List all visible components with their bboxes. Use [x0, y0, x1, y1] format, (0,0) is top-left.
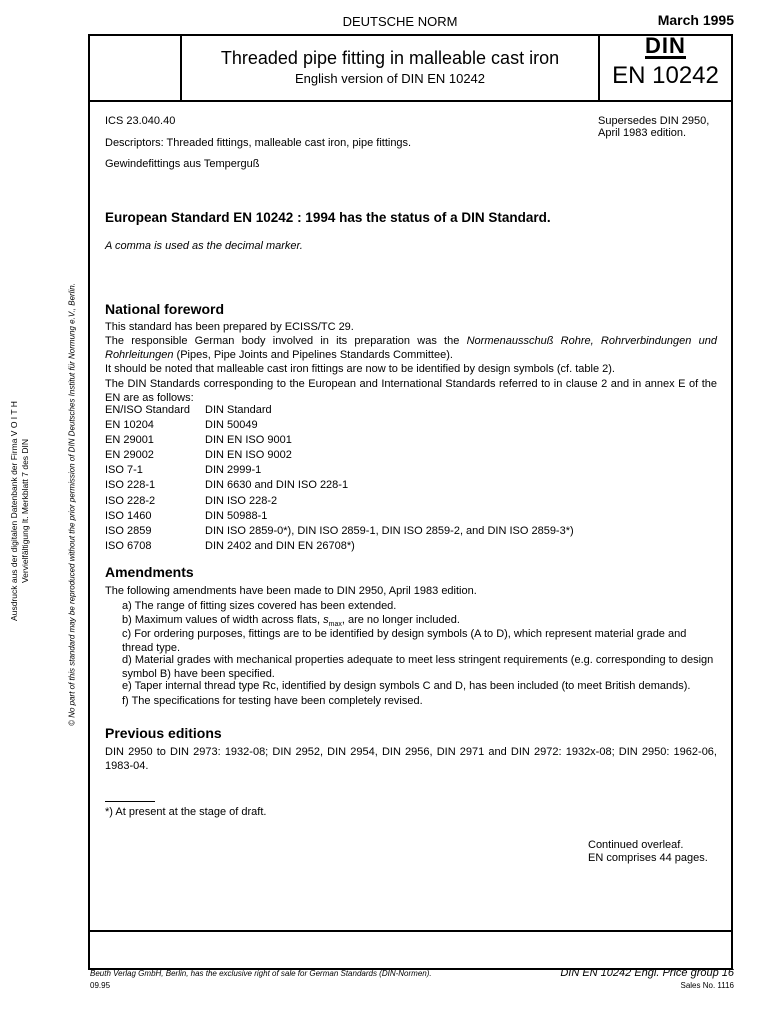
previous-editions-text: DIN 2950 to DIN 2973: 1932-08; DIN 2952, DIN 2954, DIN 2956, DIN 2971 and DIN 2972: 1932x-08; DIN 2950: 1962-06, 1983-04.	[105, 746, 717, 772]
foreword-p1: This standard has been prepared by ECISS/TC 29.	[105, 321, 354, 333]
en-iso-standard-cell: EN 10204	[105, 419, 154, 431]
document-subtitle: English version of DIN EN 10242	[294, 71, 486, 86]
foreword-p3: It should be noted that malleable cast iron fittings are now to be identified by design symbols (cf. table 2).	[105, 363, 615, 375]
amendment-e: e) Taper internal thread type Rc, identified by design symbols C and D, has been included (to meet British demands).	[122, 680, 691, 692]
document-type-header: DEUTSCHE NORM	[342, 14, 458, 29]
col-header-din: DIN Standard	[205, 404, 272, 416]
footnote-rule	[105, 801, 155, 802]
sidebar-database-note	[9, 281, 31, 741]
sales-number: Sales No. 1116	[680, 981, 734, 990]
en-iso-standard-cell: EN 29001	[105, 434, 154, 447]
bottom-rule	[88, 930, 733, 932]
sidebar-line-1: Ausdruck aus der digitalen Datenbank der Firma V O I T H	[9, 401, 19, 621]
german-title: Gewindefittings aus Temperguß	[105, 158, 260, 170]
amendment-d: d) Material grades with mechanical properties adequate to meet less stringent requirements (e.g. corresponding to design symbol B) have been specified.	[122, 654, 714, 680]
footnote: *) At present at the stage of draft.	[105, 806, 267, 818]
en-iso-standard-cell: ISO 2859	[105, 524, 152, 537]
publisher-note: Beuth Verlag GmbH, Berlin, has the exclusive right of sale for German Standards (DIN-Normen).	[90, 969, 432, 978]
previous-editions-heading: Previous editions	[105, 725, 222, 741]
amendments-heading: Amendments	[105, 564, 194, 580]
decimal-marker-note: A comma is used as the decimal marker.	[105, 240, 303, 252]
sidebar-line-2: Vervielfältigung lt. Merkblatt 7 des DIN	[20, 438, 30, 584]
amendment-b: b) Maximum values of width across flats, $s_{max}$, are no longer included.	[122, 614, 460, 629]
col-header-en-iso: EN/ISO Standard	[105, 404, 190, 416]
page-frame	[88, 34, 733, 970]
supersedes-line-2: April 1983 edition.	[598, 127, 687, 139]
din-standard-cell: DIN 2999-1	[205, 464, 262, 477]
din-standard-cell: DIN 2402 and DIN EN 26708*)	[205, 539, 355, 552]
din-logo-text: DIN	[645, 33, 686, 58]
amendments-intro: The following amendments have been made to DIN 2950, April 1983 edition.	[105, 585, 477, 597]
national-foreword-heading: National foreword	[105, 301, 225, 317]
amendment-c: c) For ordering purposes, fittings are to be identified by design symbols (A to D), which represent material grade and thread type.	[122, 628, 687, 654]
document-title: Threaded pipe fitting in malleable cast iron	[220, 48, 560, 68]
footer-reference: DIN EN 10242 Engl. Price group 16	[560, 967, 734, 979]
din-standard-cell: DIN EN ISO 9001	[205, 434, 292, 447]
foreword-p4: The DIN Standards corresponding to the European and International Standards referred to in clause 2 and in annex E of the EN are as follows:	[105, 378, 717, 404]
din-standard-cell: DIN 6630 and DIN ISO 228-1	[205, 479, 349, 492]
en-iso-standard-cell: ISO 228-2	[105, 494, 156, 507]
standard-number: EN 10242	[612, 62, 719, 89]
supersedes-line-1: Supersedes DIN 2950,	[598, 115, 710, 127]
amendment-a: a) The range of fitting sizes covered has been extended.	[122, 600, 397, 612]
din-standard-cell: DIN ISO 228-2	[205, 494, 278, 507]
din-logo	[600, 33, 731, 59]
descriptors: Descriptors: Threaded fittings, malleable cast iron, pipe fittings.	[105, 137, 412, 149]
foreword-p2: The responsible German body involved in its preparation was the Normenausschuß Rohre, Rohrverbindungen und Rohrleitungen (Pipes, Pipe Joints and Pipelines Standards Committee).	[105, 335, 717, 361]
continued-overleaf: Continued overleaf.	[588, 839, 684, 851]
din-standard-cell: DIN 50988-1	[205, 509, 268, 522]
amendment-f: f) The specifications for testing have been completely revised.	[122, 695, 423, 707]
copyright-notice: © No part of this standard may be reproduced without the prior permission of DIN Deutsches Institut für Normung e.V., Berlin.	[67, 283, 77, 726]
publication-date: March 1995	[657, 12, 734, 28]
din-standard-cell: DIN ISO 2859-0*), DIN ISO 2859-1, DIN ISO 2859-2, and DIN ISO 2859-3*)	[205, 524, 574, 537]
ics-code: ICS 23.040.40	[105, 115, 176, 127]
page-count: EN comprises 44 pages.	[588, 852, 708, 864]
status-heading: European Standard EN 10242 : 1994 has the status of a DIN Standard.	[105, 210, 551, 225]
en-iso-standard-cell: ISO 228-1	[105, 479, 156, 492]
en-iso-standard-cell: ISO 7-1	[105, 464, 143, 477]
din-standard-cell: DIN 50049	[205, 419, 258, 431]
date-code: 09.95	[90, 981, 111, 990]
en-iso-standard-cell: EN 29002	[105, 449, 154, 462]
en-iso-standard-cell: ISO 6708	[105, 539, 152, 552]
en-iso-standard-cell: ISO 1460	[105, 509, 152, 522]
din-standard-cell: DIN EN ISO 9002	[205, 449, 292, 462]
